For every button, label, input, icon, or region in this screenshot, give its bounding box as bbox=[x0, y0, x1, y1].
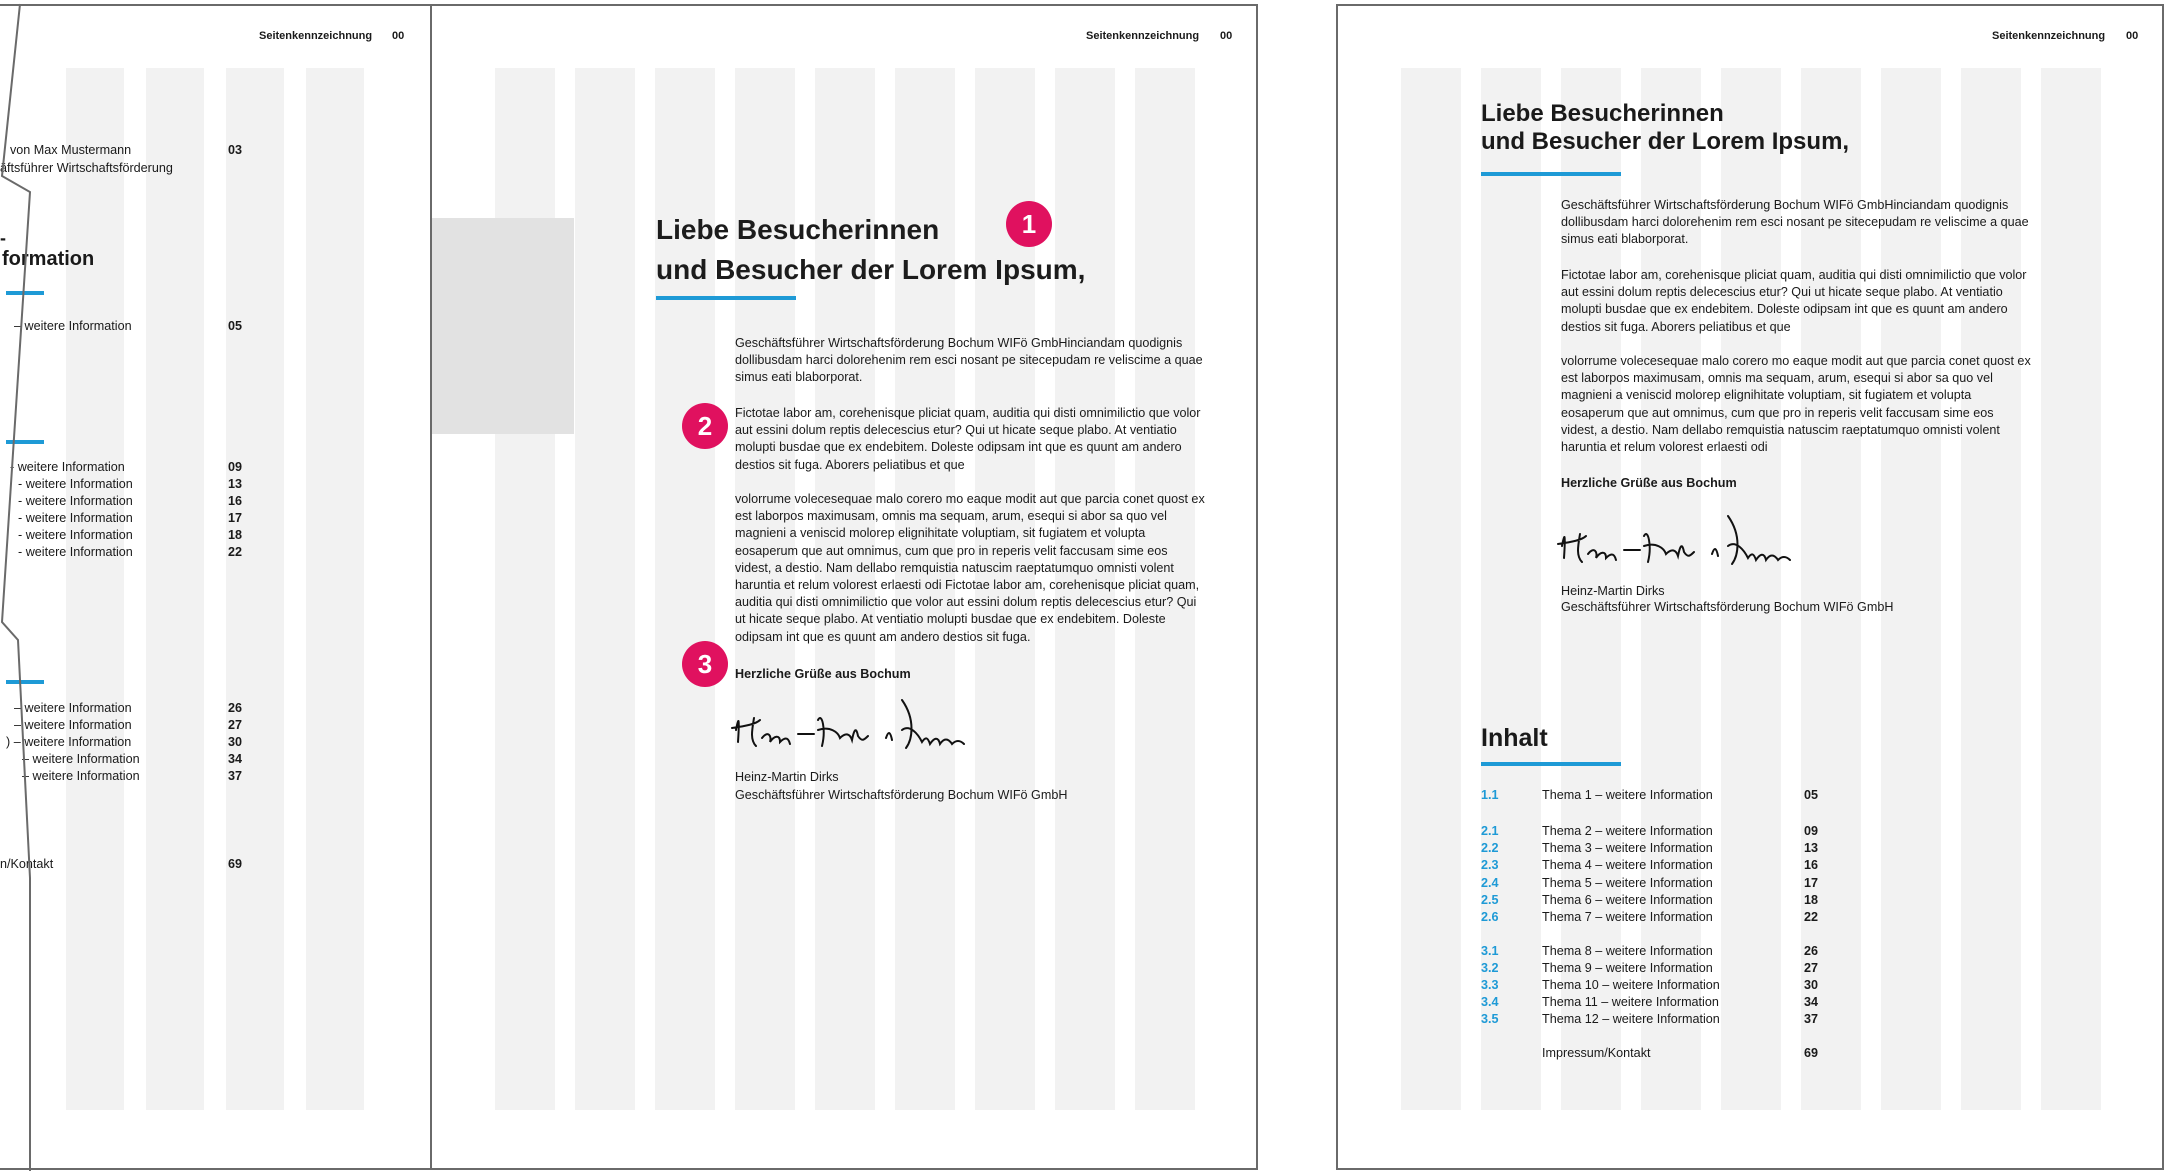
toc-entry-number: 3.5 bbox=[1481, 1012, 1499, 1026]
toc-entry-label: Thema 9 – weitere Information bbox=[1542, 961, 1713, 975]
toc-entry-number: 2.6 bbox=[1481, 910, 1499, 924]
toc-entry-label: Thema 2 – weitere Information bbox=[1542, 824, 1713, 838]
toc-entry[interactable] bbox=[1481, 824, 1821, 840]
toc-entry-label: - weitere Information bbox=[10, 460, 125, 474]
toc-entry-page: 18 bbox=[1804, 893, 1819, 907]
toc-entry-page: 34 bbox=[1804, 995, 1819, 1009]
toc-entry-page: 05 bbox=[1804, 788, 1819, 802]
toc-entry-label: – weitere Information bbox=[14, 701, 132, 715]
toc-entry[interactable] bbox=[1481, 858, 1821, 874]
letter-paragraph: Geschäftsführer Wirtschaftsförderung Bochum WIFö GmbHinciandam quodignis dollibusdam harci dolorehenim rem esci nosant pe sitecepudam re veliscime a quae simus eati blaborporat. bbox=[1561, 198, 2029, 247]
grid-column bbox=[146, 68, 204, 1110]
toc-entry-page: 26 bbox=[1804, 944, 1819, 958]
letter-title-line2: und Besucher der Lorem Ipsum, bbox=[656, 254, 1086, 285]
annotation-marker-3: 3 bbox=[682, 641, 728, 687]
toc-entry-page: 27 bbox=[1804, 961, 1819, 975]
image-placeholder bbox=[432, 218, 574, 434]
toc-entry-number: 3.3 bbox=[1481, 978, 1499, 992]
toc-entry-page: 30 bbox=[228, 735, 243, 749]
toc-entry-label: Thema 3 – weitere Information bbox=[1542, 841, 1713, 855]
toc-entry[interactable] bbox=[1481, 995, 1821, 1011]
toc-entry-label: Thema 7 – weitere Information bbox=[1542, 910, 1713, 924]
toc-entry[interactable] bbox=[1481, 893, 1821, 909]
toc-entry-page: 16 bbox=[228, 494, 243, 508]
toc-entry-label: Impressum/Kontakt bbox=[1542, 1046, 1651, 1060]
toc-entry-number: 2.1 bbox=[1481, 824, 1499, 838]
toc-entry-page: 09 bbox=[1804, 824, 1819, 838]
accent-rule bbox=[1481, 762, 1621, 766]
toc-entry[interactable] bbox=[1481, 1012, 1821, 1028]
grid-column bbox=[66, 68, 124, 1110]
letter-closing: Herzliche Grüße aus Bochum bbox=[735, 667, 911, 681]
running-head: Seitenkennzeichnung bbox=[1086, 30, 1200, 42]
toc-entry-page: 13 bbox=[228, 477, 243, 491]
toc-entry-page: 34 bbox=[228, 752, 243, 766]
annotation-marker-1: 1 bbox=[1006, 201, 1052, 247]
toc-entry-label: Thema 8 – weitere Information bbox=[1542, 944, 1713, 958]
toc-entry-number: 2.3 bbox=[1481, 858, 1499, 872]
toc-line: von Max Mustermann bbox=[10, 143, 132, 157]
toc-entry-label: – weitere Information bbox=[22, 752, 140, 766]
toc-entry-page: 17 bbox=[228, 511, 243, 525]
toc-dash: - bbox=[0, 228, 6, 248]
signature bbox=[1552, 506, 1812, 578]
letter-paragraph: Fictotae labor am, corehenisque pliciat quam, auditia qui disti omnimilictio que volor aut essini dolum reptis delecescius etur? Qui ut hicate seque plabo. At ventiatio molupti busdae que ex endebitem. Doleste odipsam int que es quunt am andero destios sit fuga. Aborers peliatibus et que bbox=[735, 406, 1201, 472]
toc-entry-label: ) – weitere Information bbox=[6, 735, 132, 749]
grid-column bbox=[2041, 68, 2101, 1110]
toc-entry-page: 69 bbox=[228, 857, 243, 871]
toc-entry-label: – weitere Information bbox=[14, 718, 132, 732]
toc-entry-label: n/Kontakt bbox=[0, 857, 54, 871]
toc-entry-number: 2.2 bbox=[1481, 841, 1499, 855]
toc-entry-label: Thema 11 – weitere Information bbox=[1542, 995, 1719, 1009]
toc-entry-page: 26 bbox=[228, 701, 243, 715]
signer-title: Geschäftsführer Wirtschaftsförderung Bochum WIFö GmbH bbox=[735, 788, 1068, 802]
toc-entry-number: 2.4 bbox=[1481, 876, 1499, 890]
page-number: 00 bbox=[1220, 30, 1233, 42]
toc-line: äftsführer Wirtschaftsförderung bbox=[0, 161, 173, 175]
signer-name: Heinz-Martin Dirks bbox=[1561, 584, 1665, 598]
toc-entry[interactable] bbox=[1481, 788, 1821, 804]
toc-entry-page: 17 bbox=[1804, 876, 1819, 890]
toc-entry-page: 30 bbox=[1804, 978, 1819, 992]
toc-entry-label: Thema 4 – weitere Information bbox=[1542, 858, 1713, 872]
letter-closing: Herzliche Grüße aus Bochum bbox=[1561, 476, 1737, 490]
toc-entry-label: - weitere Information bbox=[18, 511, 133, 525]
toc-entry-label: - weitere Information bbox=[18, 477, 133, 491]
toc-heading-partial: formation bbox=[2, 248, 95, 270]
letter-paragraph: volorrume volecesequae malo corero mo eaque modit aut que parcia conet quost ex est laborpos maximusam, omnis ma sequam, arum, esequi si abor sa quo vel magnieni a veniscid molorep elignihitate voluptiam, sit fugiatem et volupta eosaperum que aut omnimus, cum que pro in reperis velit faccusam sime eos videst, a destio. Nam dellabo remquistia natuscim raeptatumquo omnisti volent haruntia et relum volorest erlaesti odi bbox=[1561, 354, 2031, 455]
signer-title: Geschäftsführer Wirtschaftsförderung Bochum WIFö GmbH bbox=[1561, 600, 1894, 614]
signature bbox=[726, 690, 986, 762]
toc-entry-label: – weitere Information bbox=[14, 319, 132, 333]
toc-entry-page: 27 bbox=[228, 718, 243, 732]
toc-entry-page: 13 bbox=[1804, 841, 1819, 855]
toc-entry-label: - weitere Information bbox=[18, 494, 133, 508]
letter-title-line2: und Besucher der Lorem Ipsum, bbox=[1481, 128, 1850, 155]
toc-title: Inhalt bbox=[1481, 724, 1548, 752]
annotation-marker-2: 2 bbox=[682, 403, 728, 449]
toc-entry-number: 3.1 bbox=[1481, 944, 1499, 958]
letter-title-line1: Liebe Besucherinnen bbox=[656, 214, 940, 245]
toc-entry-label: Thema 5 – weitere Information bbox=[1542, 876, 1713, 890]
toc-entry[interactable] bbox=[1481, 910, 1821, 926]
signer-name: Heinz-Martin Dirks bbox=[735, 770, 839, 784]
toc-entry-page: 16 bbox=[1804, 858, 1819, 872]
toc-entry-page: 22 bbox=[228, 545, 243, 559]
toc-entry-page: 09 bbox=[228, 460, 243, 474]
toc-entry-page: 22 bbox=[1804, 910, 1819, 924]
grid-column bbox=[575, 68, 635, 1110]
letter-paragraph: Fictotae labor am, corehenisque pliciat quam, auditia qui disti omnimilictio que volor aut essini dolum reptis delecescius etur? Qui ut hicate seque plabo. At ventiatio molupti busdae que ex endebitem. Doleste odipsam int que es quunt am andero destios sit fuga. Aborers peliatibus et que bbox=[1561, 268, 2027, 334]
running-head: Seitenkennzeichnung bbox=[1992, 30, 2106, 42]
toc-entry[interactable] bbox=[1481, 841, 1821, 857]
toc-entry[interactable] bbox=[1481, 944, 1821, 960]
toc-entry-label: Thema 1 – weitere Information bbox=[1542, 788, 1713, 802]
toc-entry-label: Thema 12 – weitere Information bbox=[1542, 1012, 1720, 1026]
toc-entry-page: 37 bbox=[228, 769, 243, 783]
page-number: 00 bbox=[392, 30, 405, 42]
letter-title-line1: Liebe Besucherinnen bbox=[1481, 100, 1724, 127]
toc-entry-number: 3.2 bbox=[1481, 961, 1499, 975]
accent-rule bbox=[656, 296, 796, 300]
left-page-fragment bbox=[0, 4, 432, 1170]
toc-entry-number: 3.4 bbox=[1481, 995, 1499, 1009]
toc-entry-number: 2.5 bbox=[1481, 893, 1499, 907]
toc-entry-page: 05 bbox=[228, 319, 243, 333]
toc-entry[interactable] bbox=[1481, 978, 1821, 994]
page-number: 00 bbox=[2126, 30, 2139, 42]
toc-entry-label: Thema 10 – weitere Information bbox=[1542, 978, 1720, 992]
running-head: Seitenkennzeichnung bbox=[259, 30, 373, 42]
grid-column bbox=[1401, 68, 1461, 1110]
toc-entry-label: - weitere Information bbox=[18, 545, 133, 559]
toc-entry-label: - weitere Information bbox=[18, 528, 133, 542]
letter-page-annotated bbox=[430, 4, 1258, 1170]
toc-entry-label: – weitere Information bbox=[22, 769, 140, 783]
toc-entry-page: 18 bbox=[228, 528, 243, 542]
accent-rule bbox=[1481, 172, 1621, 176]
toc-entry[interactable] bbox=[1481, 1046, 1821, 1062]
toc-entry-page: 37 bbox=[1804, 1012, 1819, 1026]
letter-paragraph: volorrume volecesequae malo corero mo eaque modit aut que parcia conet quost ex est laborpos maximusam, omnis ma sequam, arum, esequi si abor sa quo vel magnieni a veniscid molorep elignihitate voluptiam, sit fugiatem et volupta eosaperum que aut omnimus, cum que pro in reperis velit faccusam sime eos videst, a destio. Nam dellabo remquistia natuscim raeptatumquo omnisti volent haruntia et relum volorest erlaesti odi Fictotae labor am, corehenisque pliciat quam, auditia qui disti omnimilictio que volor aut essini dolum reptis delecescius etur? Qui ut hicate seque plabo. At ventiatio molupti busdae que ex endebitem. Doleste odipsam int que es quunt am andero destios sit fuga. bbox=[735, 492, 1205, 644]
letter-toc-page bbox=[1336, 4, 2164, 1170]
toc-entry-label: Thema 6 – weitere Information bbox=[1542, 893, 1713, 907]
toc-entry[interactable] bbox=[1481, 961, 1821, 977]
letter-paragraph: Geschäftsführer Wirtschaftsförderung Bochum WIFö GmbHinciandam quodignis dollibusdam harci dolorehenim rem esci nosant pe sitecepudam re veliscime a quae simus eati blaborporat. bbox=[735, 336, 1203, 385]
toc-page: 03 bbox=[228, 143, 243, 157]
page-fold-edge bbox=[0, 0, 40, 1171]
toc-entry-page: 69 bbox=[1804, 1046, 1819, 1060]
grid-column bbox=[226, 68, 284, 1110]
toc-entry-number: 1.1 bbox=[1481, 788, 1499, 802]
toc-entry[interactable] bbox=[1481, 876, 1821, 892]
grid-column bbox=[306, 68, 364, 1110]
